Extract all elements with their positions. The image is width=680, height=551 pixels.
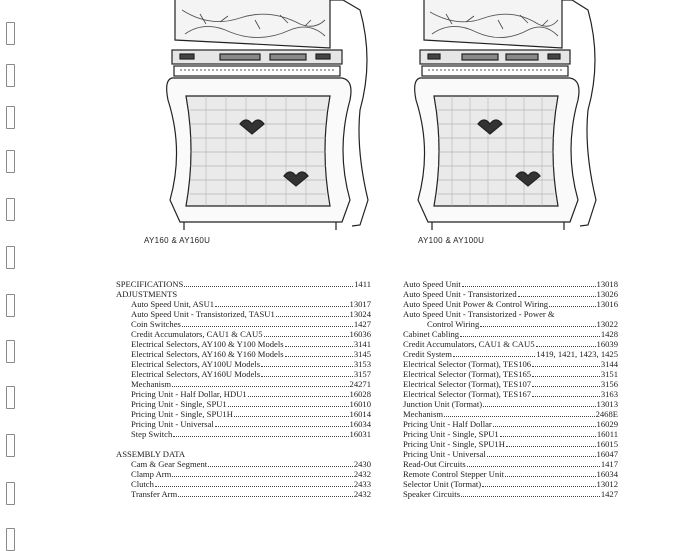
index-entry: [403, 399, 618, 409]
leader-dots: [261, 359, 353, 367]
leader-dots: [261, 369, 353, 377]
entry-page-number: 2432: [353, 489, 371, 499]
entry-page-number: 3145: [353, 349, 371, 359]
entry-page-number: 3163: [600, 389, 618, 399]
leader-dots: [276, 309, 349, 317]
index-entry: [403, 309, 618, 319]
entry-page-number: 13022: [596, 319, 618, 329]
entry-page-number: 16031: [349, 429, 371, 439]
entry-label: Electrical Selector (Tormat), TES106: [403, 359, 532, 369]
index-entry: [403, 339, 618, 349]
entry-page-number: 16011: [596, 429, 618, 439]
leader-dots: [532, 369, 600, 377]
leader-dots: [483, 399, 595, 407]
index-entry: [403, 469, 618, 479]
entry-page-number: 1428: [600, 329, 618, 339]
index-entry-continuation: [403, 319, 618, 329]
leader-dots: [182, 319, 353, 327]
entry-label: Electrical Selectors, AY100U Models: [131, 359, 261, 369]
entry-label: Pricing Unit - Half Dollar, HDU1: [131, 389, 247, 399]
leader-dots: [482, 479, 595, 487]
entry-page-number: 3156: [600, 379, 618, 389]
leader-dots: [184, 279, 353, 287]
leader-dots: [532, 379, 600, 387]
index-entry: [403, 289, 618, 299]
leader-dots: [285, 349, 353, 357]
entry-label: Credit Accumulators, CAU1 & CAU5: [131, 329, 263, 339]
entry-label: Pricing Unit - Half Dollar: [403, 419, 492, 429]
leader-dots: [505, 469, 596, 477]
leader-dots: [518, 289, 596, 297]
entry-label: Auto Speed Unit - Transistorized, TASU1: [131, 309, 275, 319]
entry-page-number: 16014: [349, 409, 371, 419]
entry-page-number: 16034: [349, 419, 371, 429]
index-entry: [116, 409, 371, 419]
entry-label: Pricing Unit - Universal: [131, 419, 214, 429]
entry-label: Electrical Selectors, AY160 & Y160 Models: [131, 349, 284, 359]
entry-label: Auto Speed Unit Power & Control Wiring: [403, 299, 549, 309]
index-entry: [403, 419, 618, 429]
leader-dots: [506, 439, 596, 447]
leader-dots: [467, 459, 600, 467]
index-entry: [116, 279, 371, 289]
entry-label: Pricing Unit - Single, SPU1H: [403, 439, 505, 449]
entry-page-number: 2468E: [595, 409, 618, 419]
index-entry: [403, 369, 618, 379]
leader-dots: [549, 299, 595, 307]
entry-page-number: 16010: [349, 399, 371, 409]
entry-page-number: 2432: [353, 469, 371, 479]
entry-label: Transfer Arm: [131, 489, 178, 499]
entry-page-number: 2433: [353, 479, 371, 489]
entry-page-number: 16047: [596, 449, 618, 459]
binder-tab: [6, 386, 15, 409]
index-column-left: [116, 279, 371, 499]
binder-tab: [6, 198, 15, 221]
index-entry: [116, 319, 371, 329]
index-entry: [403, 359, 618, 369]
index-entry: [116, 309, 371, 319]
binder-tab: [6, 246, 15, 269]
entry-page-number: 13016: [596, 299, 618, 309]
leader-dots: [444, 409, 594, 417]
entry-page-number: 1419, 1421, 1423, 1425: [536, 349, 618, 359]
entry-label: Pricing Unit - Universal: [403, 449, 486, 459]
entry-page-number: 16015: [596, 439, 618, 449]
index-entry: [403, 349, 618, 359]
leader-dots: [208, 459, 353, 467]
entry-label: Coin Switches: [131, 319, 181, 329]
entry-page-number: 1427: [600, 489, 618, 499]
entry-page-number: 1411: [354, 279, 371, 289]
index-entry: [403, 489, 618, 499]
leader-dots: [264, 329, 349, 337]
leader-dots: [228, 399, 349, 407]
entry-label: Auto Speed Unit, ASU1: [131, 299, 215, 309]
leader-dots: [178, 489, 353, 497]
binder-tab: [6, 294, 15, 317]
entry-page-number: 3157: [353, 369, 371, 379]
section-heading: ADJUSTMENTS: [116, 289, 178, 299]
entry-page-number: 1417: [600, 459, 618, 469]
leader-dots: [487, 449, 596, 457]
entry-label: Cam & Gear Segment: [131, 459, 208, 469]
entry-label: Step Switch: [131, 429, 173, 439]
caption-left: AY160 & AY160U: [144, 236, 211, 245]
leader-dots: [172, 469, 352, 477]
index-entry: [116, 349, 371, 359]
leader-dots: [493, 419, 596, 427]
entry-page-number: 3151: [600, 369, 618, 379]
binder-tab: [6, 22, 15, 45]
binder-tab: [6, 434, 15, 457]
index-entry: [116, 379, 371, 389]
entry-page-number: 13013: [596, 399, 618, 409]
entry-label: Control Wiring: [427, 319, 480, 329]
entry-page-number: 3153: [353, 359, 371, 369]
entry-label: Auto Speed Unit: [403, 279, 461, 289]
leader-dots: [462, 279, 596, 287]
entry-label: Mechanism: [403, 409, 444, 419]
entry-page-number: 13017: [349, 299, 371, 309]
entry-page-number: 13012: [596, 479, 618, 489]
entry-label: Read-Out Circuits: [403, 459, 466, 469]
entry-page-number: 16034: [596, 469, 618, 479]
entry-page-number: 16039: [596, 339, 618, 349]
index-entry: [116, 459, 371, 469]
index-entry: [116, 339, 371, 349]
leader-dots: [532, 389, 600, 397]
index-entry: [116, 419, 371, 429]
binder-tab: [6, 106, 15, 129]
index-entry: [116, 359, 371, 369]
index-entry: [116, 469, 371, 479]
entry-label: Pricing Unit - Single, SPU1: [131, 399, 227, 409]
index-entry: [403, 279, 618, 289]
leader-dots: [248, 389, 349, 397]
leader-dots: [461, 489, 600, 497]
index-entry: [403, 299, 618, 309]
entry-label: Credit Accumulators, CAU1 & CAU5: [403, 339, 535, 349]
index-entry: [403, 439, 618, 449]
binder-tab: [6, 150, 15, 173]
entry-page-number: 24271: [349, 379, 371, 389]
jukebox-illustration-left: [160, 0, 390, 232]
entry-label: Pricing Unit - Single, SPU1H: [131, 409, 233, 419]
entry-label: Auto Speed Unit - Transistorized: [403, 289, 517, 299]
index-entry: [116, 299, 371, 309]
index-entry: [403, 429, 618, 439]
entry-label: Auto Speed Unit - Transistorized - Power &: [403, 309, 555, 319]
entry-page-number: 3144: [600, 359, 618, 369]
entry-label: Speaker Circuits: [403, 489, 461, 499]
index-entry: [403, 329, 618, 339]
leader-dots: [500, 429, 596, 437]
binder-tab: [6, 64, 15, 87]
jukebox-illustration-right: [412, 0, 612, 232]
index-entry: [116, 429, 371, 439]
leader-dots: [480, 319, 595, 327]
leader-dots: [536, 339, 596, 347]
leader-dots: [215, 419, 349, 427]
leader-dots: [172, 379, 348, 387]
entry-label: Electrical Selector (Tormat), TES165: [403, 369, 532, 379]
entry-page-number: 13026: [596, 289, 618, 299]
leader-dots: [215, 299, 348, 307]
entry-page-number: 16036: [349, 329, 371, 339]
leader-dots: [532, 359, 600, 367]
entry-label: Junction Unit (Tormat): [403, 399, 483, 409]
caption-right: AY100 & AY100U: [418, 236, 485, 245]
index-entry: [403, 409, 618, 419]
index-entry: [116, 479, 371, 489]
entry-label: Remote Control Stepper Unit: [403, 469, 504, 479]
entry-page-number: 13018: [596, 279, 618, 289]
entry-label: Electrical Selector (Tormat), TES167: [403, 389, 532, 399]
entry-page-number: 1427: [353, 319, 371, 329]
leader-dots: [453, 349, 535, 357]
entry-page-number: 16028: [349, 389, 371, 399]
index-entry: [403, 459, 618, 469]
entry-label: Mechanism: [131, 379, 172, 389]
entry-label: Clamp Arm: [131, 469, 172, 479]
leader-dots: [460, 329, 600, 337]
index-entry: [403, 389, 618, 399]
entry-label: Cabinet Cabling: [403, 329, 460, 339]
section-heading: ASSEMBLY DATA: [116, 449, 186, 459]
index-entry: [403, 479, 618, 489]
binder-tab: [6, 482, 15, 505]
index-entry: [403, 379, 618, 389]
index-entry: [116, 489, 371, 499]
index-entry: [116, 389, 371, 399]
leader-dots: [155, 479, 353, 487]
entry-label: Pricing Unit - Single, SPU1: [403, 429, 499, 439]
index-entry: [403, 449, 618, 459]
index-entry: [116, 369, 371, 379]
index-entry: [116, 329, 371, 339]
entry-page-number: 16029: [596, 419, 618, 429]
leader-dots: [234, 409, 349, 417]
entry-label: Clutch: [131, 479, 154, 489]
entry-label: Selector Unit (Tormat): [403, 479, 482, 489]
entry-label: Credit System: [403, 349, 452, 359]
entry-page-number: 2430: [353, 459, 371, 469]
entry-label: Electrical Selector (Tormat), TES107: [403, 379, 532, 389]
index-entry: [116, 399, 371, 409]
entry-label: Electrical Selectors, AY160U Models: [131, 369, 261, 379]
index-column-right: [403, 279, 618, 499]
leader-dots: [285, 339, 353, 347]
entry-label: Electrical Selectors, AY100 & Y100 Models: [131, 339, 284, 349]
binder-tab: [6, 340, 15, 363]
spacer: [116, 439, 371, 449]
leader-dots: [173, 429, 348, 437]
entry-page-number: 3141: [353, 339, 371, 349]
entry-page-number: 13024: [349, 309, 371, 319]
entry-label: SPECIFICATIONS: [116, 279, 184, 289]
